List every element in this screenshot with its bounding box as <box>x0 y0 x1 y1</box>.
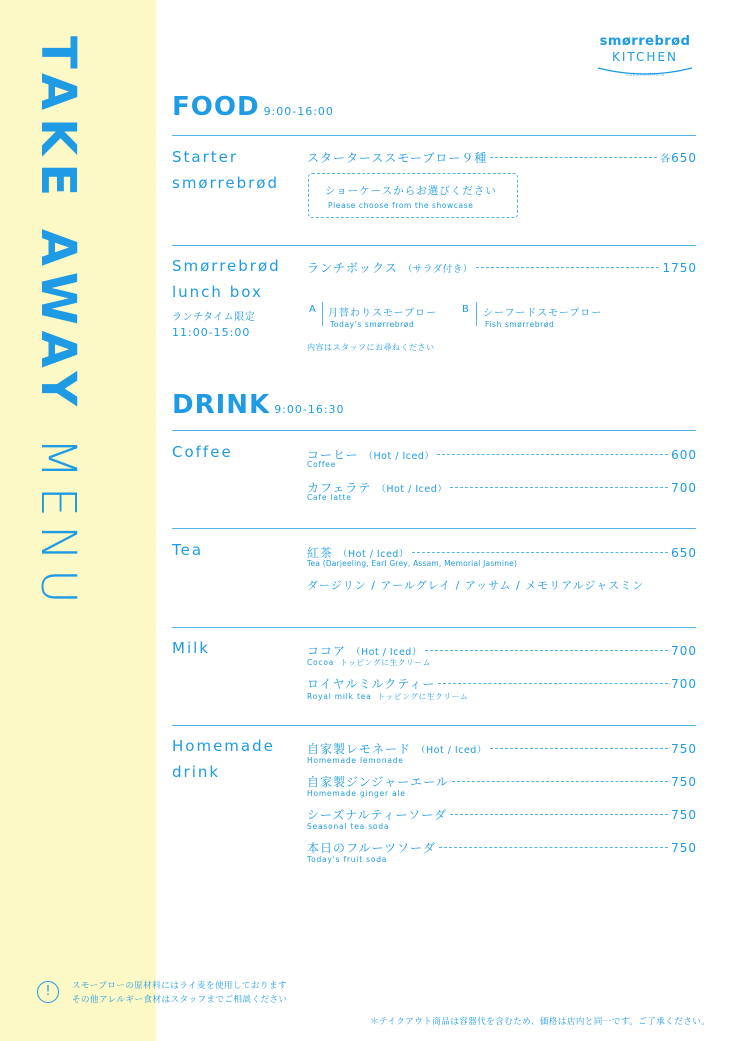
coffee-item <box>307 446 697 463</box>
lemonade-en: Homemade lemonade <box>307 756 404 765</box>
lunch-box-item <box>307 259 697 276</box>
royal-milk-tea-item <box>307 675 697 692</box>
price-value: 650 <box>671 151 697 165</box>
logo-line3: nakanoshima <box>625 72 665 78</box>
option-a-en: Today's smørrebrød <box>330 320 415 329</box>
logo-arc-icon <box>590 66 700 80</box>
item-price: 750 <box>671 808 697 822</box>
starter-cat-line2: smørrebrød <box>172 174 279 192</box>
lemonade-item <box>307 740 697 757</box>
allergy-line1: スモーブローの原材料にはライ麦を使用しております <box>72 981 287 991</box>
item-price: 750 <box>671 841 697 855</box>
take-away-menu-title <box>30 36 86 612</box>
item-price: 700 <box>671 481 697 495</box>
latte-note: （Hot / Iced） <box>376 484 448 495</box>
starter-category <box>172 144 279 196</box>
tea-soda-item <box>307 806 697 823</box>
tea-divider <box>172 528 696 529</box>
item-price: 700 <box>671 644 697 658</box>
item-price: 700 <box>671 677 697 691</box>
lunch-limited-label: ランチタイム限定 <box>172 312 256 323</box>
logo-line2: KITCHEN <box>612 50 678 64</box>
leader-dots <box>437 454 668 455</box>
lunch-limited-hours: 11:00-15:00 <box>172 326 251 339</box>
item-name <box>307 740 487 757</box>
homemade-divider <box>172 725 696 726</box>
ginger-ale-en: Homemade ginger ale <box>307 789 406 798</box>
milk-divider <box>172 627 696 628</box>
leader-dots <box>450 814 668 815</box>
option-b-en: Fish smørrebrød <box>485 320 555 329</box>
option-a-jp: 月替わりスモーブロー <box>328 308 438 319</box>
item-price <box>660 150 697 165</box>
item-price: 600 <box>671 448 697 462</box>
leader-dots <box>425 650 668 651</box>
royal-milk-tea-en <box>307 691 468 702</box>
item-name: スターターススモーブロー９種 <box>307 151 488 165</box>
title-menu: MENU <box>30 437 86 612</box>
lunch-note: （サラダ付き） <box>402 264 473 275</box>
cocoa-en <box>307 657 431 668</box>
item-name <box>307 259 473 276</box>
logo-line1: smørrebrød <box>599 34 691 49</box>
item-price: 750 <box>671 775 697 789</box>
tea-en: Tea (Darjeeling, Earl Grey, Assam, Memorial Jasmine) <box>307 559 518 568</box>
fruit-soda-item <box>307 839 697 856</box>
starter-cat-line1: Starter <box>172 148 239 166</box>
info-icon: ! <box>37 981 59 1003</box>
tea-name: 紅茶 <box>307 546 334 560</box>
drink-title: DRINK <box>172 390 271 420</box>
homemade-cat-line2: drink <box>172 763 221 781</box>
staff-note: 内容はスタッフにお尋ねください <box>307 343 435 352</box>
lemonade-name: 自家製レモネード <box>307 742 412 756</box>
item-price: 650 <box>671 546 697 560</box>
coffee-en: Coffee <box>307 460 337 469</box>
homemade-category <box>172 733 275 785</box>
fruit-soda-en: Today's fruit soda <box>307 855 388 864</box>
allergy-line2: その他アレルギー食材はスタッフまでご相談ください <box>72 995 288 1005</box>
lunch-limited <box>172 310 255 340</box>
item-name: 自家製ジンジャーエール <box>307 775 449 789</box>
option-b-jp: シーフードスモーブロー <box>483 308 603 319</box>
leader-dots <box>452 781 668 782</box>
lunch-name: ランチボックス <box>307 261 398 275</box>
drink-divider <box>172 430 696 431</box>
leader-dots <box>450 487 668 488</box>
milk-category: Milk <box>172 639 210 657</box>
homemade-cat-line1: Homemade <box>172 737 275 755</box>
item-name: シーズナルティーソーダ <box>307 808 448 822</box>
option-b-letter: B <box>462 304 470 315</box>
coffee-note: （Hot / Iced） <box>363 451 435 462</box>
lunch-cat-line1: Smørrebrød <box>172 257 281 275</box>
latte-name: カフェラテ <box>307 481 372 495</box>
price-prefix: 各 <box>660 154 672 165</box>
coffee-name: コーヒー <box>307 448 359 462</box>
brand-logo <box>590 34 700 78</box>
food-divider-2 <box>172 245 696 246</box>
option-a-bar <box>322 302 323 326</box>
tea-note: （Hot / Iced） <box>338 549 409 560</box>
leader-dots <box>438 683 668 684</box>
rmt-topping: トッピングに生クリーム <box>377 692 469 701</box>
showcase-jp: ショーケースからお選びください <box>325 185 497 197</box>
food-hours: 9:00-16:00 <box>263 105 334 118</box>
leader-dots <box>490 748 668 749</box>
cocoa-note: （Hot / Iced） <box>351 647 422 658</box>
allergy-note <box>72 979 287 1007</box>
ginger-ale-item <box>307 773 697 790</box>
tea-varieties: ダージリン / アールグレイ / アッサム / メモリアルジャスミン <box>307 579 645 592</box>
showcase-en: Please choose from the showcase <box>328 201 474 210</box>
leader-dots <box>412 552 668 553</box>
food-divider <box>172 135 696 136</box>
lunch-cat-line2: lunch box <box>172 283 263 301</box>
tea-soda-en: Seasonal tea soda <box>307 822 390 831</box>
item-price: 1750 <box>662 261 697 275</box>
food-title: FOOD <box>172 92 260 122</box>
showcase-notice <box>308 173 518 218</box>
food-section-title <box>172 92 334 122</box>
cocoa-name: ココア <box>307 644 347 658</box>
container-fee-note: ＊テイクアウト商品は容器代を含むため、価格は店内と同一です。ご了承ください。 <box>370 1017 711 1027</box>
cocoa-en-text: Cocoa <box>307 658 335 667</box>
rmt-en-text: Royal milk tea <box>307 692 372 701</box>
drink-hours: 9:00-16:30 <box>274 403 345 416</box>
cocoa-topping: トッピングに生クリーム <box>340 658 432 667</box>
drink-section-title <box>172 390 345 420</box>
leader-dots <box>490 157 657 158</box>
leader-dots <box>439 847 668 848</box>
cafe-latte-item <box>307 479 697 496</box>
option-a-letter: A <box>309 304 317 315</box>
latte-en: Cafe latte <box>307 493 352 502</box>
tea-category: Tea <box>172 541 204 559</box>
item-name: ロイヤルミルクティー <box>307 677 436 691</box>
option-b-bar <box>476 302 477 326</box>
coffee-category: Coffee <box>172 443 233 461</box>
title-take-away: TAKE AWAY <box>30 36 86 414</box>
item-price: 750 <box>671 742 697 756</box>
item-name: 本日のフルーツソーダ <box>307 841 437 855</box>
starter-item <box>307 149 697 166</box>
leader-dots <box>476 267 660 268</box>
lunch-category <box>172 253 281 305</box>
lemonade-note: （Hot / Iced） <box>416 745 487 756</box>
